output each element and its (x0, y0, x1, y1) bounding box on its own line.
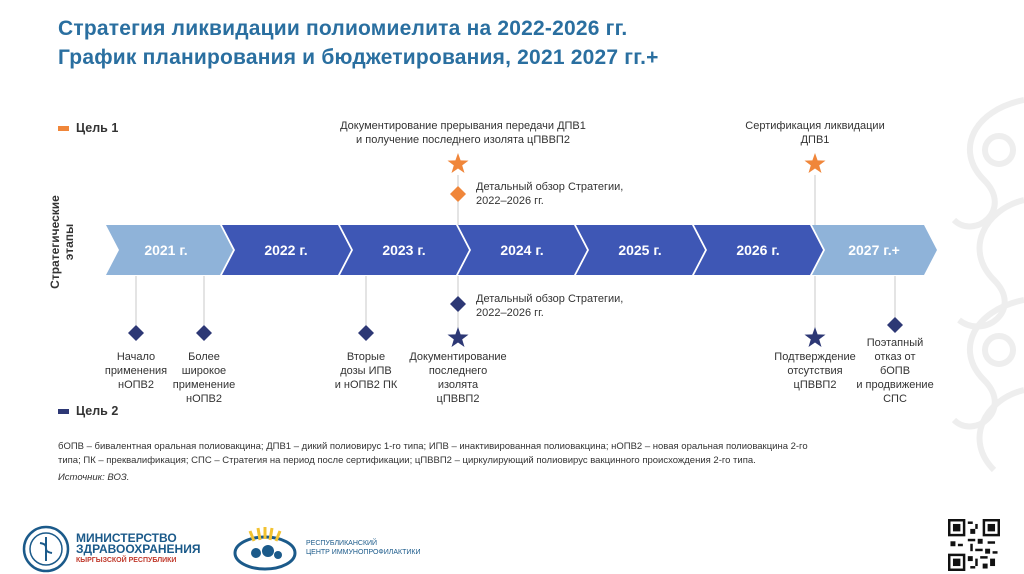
note-line: Более (188, 351, 220, 363)
note-line: ДПВ1 (800, 134, 830, 146)
year-label-2021: 2021 г. (144, 242, 188, 258)
center-text-1: РЕСПУБЛИКАНСКИЙ (306, 540, 378, 547)
note-line: применения (104, 365, 168, 377)
note-start-nopv2 (101, 350, 171, 392)
diamond-icon (887, 317, 903, 333)
note-line: СПС (883, 393, 907, 405)
diamond-icon (450, 186, 466, 202)
note-line: широкое (181, 365, 227, 377)
note-line: Сертификация ликвидации (745, 120, 885, 132)
note-second-doses (326, 350, 406, 392)
note-line: Начало (116, 351, 156, 363)
star-icon (805, 153, 826, 173)
center-logo (232, 525, 421, 571)
year-label-2022: 2022 г. (264, 242, 308, 258)
ministry-text-2: ЗДРАВООХРАНЕНИЯ (76, 541, 201, 556)
qr-code-icon (948, 519, 1000, 571)
note-wider-nopv2 (166, 350, 242, 406)
note-line: цПВВП2 (793, 379, 837, 391)
note-review-bottom (476, 292, 656, 320)
note-line: Документирование (409, 351, 507, 363)
year-label-2025: 2025 г. (618, 242, 662, 258)
note-line: бОПВ (879, 365, 911, 377)
year-label-2024: 2024 г. (500, 242, 544, 258)
title-line-2: График планирования и бюджетирования, 2021 2027 гг.+ (58, 46, 659, 69)
note-certification (735, 119, 895, 147)
note-line: нОПВ2 (186, 393, 222, 405)
note-line: отсутствия (787, 365, 843, 377)
note-line: и получение последнего изолята цПВВП2 (356, 134, 570, 146)
note-line: 2022–2026 гг. (476, 195, 544, 207)
note-line: Детальный обзор Стратегии, (476, 293, 624, 305)
note-line: и продвижение (856, 379, 934, 391)
ministry-logo (22, 525, 200, 573)
goal-2-label: Цель 2 (76, 404, 119, 418)
emblem-icon (22, 525, 70, 573)
star-icon (448, 153, 469, 173)
note-line: Вторые (346, 351, 386, 363)
year-label-2023: 2023 г. (382, 242, 426, 258)
note-doc-interruption (318, 119, 608, 147)
center-emblem-icon (232, 525, 298, 571)
stages-label-line-1: Стратегические (48, 195, 62, 289)
note-line: Документирование прерывания передачи ДПВ1 (340, 120, 586, 132)
note-line: и нОПВ2 ПК (334, 379, 398, 391)
note-line: последнего (428, 365, 488, 377)
note-doc-last-isolate (403, 350, 513, 406)
note-review-top (476, 180, 656, 208)
diamond-icon (358, 325, 374, 341)
note-line: нОПВ2 (118, 379, 154, 391)
note-line: применение (172, 379, 236, 391)
note-line: изолята (437, 379, 479, 391)
footnote (58, 440, 958, 485)
note-line: Поэтапный (866, 337, 924, 349)
year-label-2027: 2027 г.+ (848, 242, 900, 258)
source-note: Источник: ВОЗ. (58, 472, 130, 483)
note-line: Подтверждение (774, 351, 856, 363)
note-phased-withdrawal (848, 336, 942, 406)
diamond-icon (196, 325, 212, 341)
title-line-1: Стратегия ликвидации полиомиелита на 2022-2026 гг. (58, 17, 628, 40)
diamond-icon (128, 325, 144, 341)
center-text-2: ЦЕНТР ИММУНОПРОФИЛАКТИКИ (306, 549, 421, 556)
footnote-line: типа; ПК – преквалификация; СПС – Стратегия на период после сертификации; цПВВП2 – циркулирующий полиовирус вакцинного происхождения 2-го типа. (58, 455, 756, 466)
diamond-icon (450, 296, 466, 312)
star-icon (805, 327, 826, 347)
footnote-line: бОПВ – бивалентная оральная полиовакцина; ДПВ1 – дикий полиовирус 1-го типа; ИПВ – инактивированная полиовакцина; нОПВ2 – новая оральная полиовакцина 2-го (58, 441, 808, 452)
ministry-text-1: МИНИСТЕРСТВО (76, 530, 177, 545)
goal-1-label: Цель 1 (76, 121, 119, 135)
note-line: дозы ИПВ (340, 365, 392, 377)
ministry-text-3: КЫРГЫЗСКОЙ РЕСПУБЛИКИ (76, 556, 177, 564)
stages-label-line-2: этапы (62, 223, 76, 261)
note-line: 2022–2026 гг. (476, 307, 544, 319)
note-line: цПВВП2 (436, 393, 480, 405)
star-icon (448, 327, 469, 347)
note-line: Детальный обзор Стратегии, (476, 181, 624, 193)
note-line: отказ от (874, 351, 916, 363)
year-label-2026: 2026 г. (736, 242, 780, 258)
